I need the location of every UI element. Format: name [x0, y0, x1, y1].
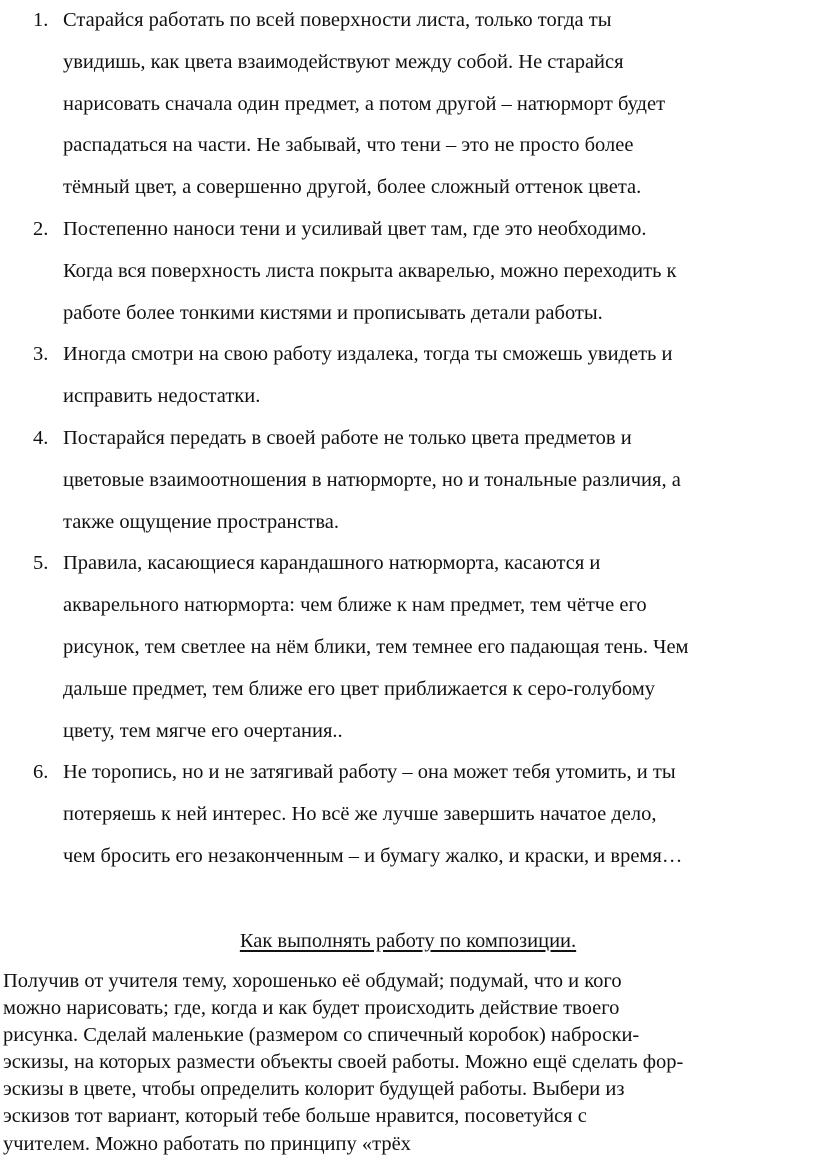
rule-line: Когда вся поверхность листа покрыта акварелью, можно переходить к	[63, 259, 677, 282]
rule-line: дальше предмет, тем ближе его цвет приближается к серо-голубому	[63, 677, 655, 700]
rule-line: исправить недостатки.	[63, 385, 261, 408]
rule-line: Постепенно наноси тени и усиливай цвет там, где это необходимо.	[63, 217, 647, 240]
paragraph-line: эскизы в цвете, чтобы определить колорит будущей работы. Выбери из	[3, 1078, 625, 1101]
rule-item	[0, 209, 816, 334]
paragraph-line: можно нарисовать; где, когда и как будет происходить действие твоего	[3, 997, 620, 1020]
rule-line: цветовые взаимоотношения в натюрморте, но и тональные различия, а	[63, 468, 681, 491]
rule-line: чем бросить его незаконченным – и бумагу жалко, и краски, и время…	[63, 844, 683, 867]
rule-line: тёмный цвет, а совершенно другой, более сложный оттенок цвета.	[63, 176, 642, 199]
rule-item	[0, 752, 816, 877]
rule-number: 2.	[33, 217, 49, 240]
paragraph-line: эскизов тот вариант, который тебе больше нравится, посоветуйся с	[3, 1105, 587, 1128]
rule-line: потеряешь к ней интерес. Но всё же лучше завершить начатое дело,	[63, 803, 657, 826]
rule-number: 4.	[33, 426, 49, 449]
rule-line: Старайся работать по всей поверхности листа, только тогда ты	[63, 9, 612, 31]
rule-line: увидишь, как цвета взаимодействуют между собой. Не старайся	[63, 50, 624, 73]
rule-line: нарисовать сначала один предмет, а потом другой – натюрморт будет	[63, 92, 666, 115]
paragraph-line: рисунка. Сделай маленькие (размером со спичечный коробок) наброски-	[3, 1024, 640, 1047]
paragraph-line: Получив от учителя тему, хорошенько её обдумай; подумай, что и кого	[3, 970, 622, 992]
rule-line: акварельного натюрморта: чем ближе к нам предмет, тем чётче его	[63, 594, 647, 617]
rule-line: Не торопись, но и не затягивай работу – она может тебя утомить, и ты	[63, 761, 676, 784]
rule-number: 3.	[33, 343, 49, 366]
rule-line: распадаться на части. Не забывай, что тени – это не просто более	[63, 134, 634, 157]
section-title: Как выполнять работу по композиции.	[239, 930, 577, 952]
rule-item	[0, 0, 816, 209]
rule-number: 6.	[33, 761, 49, 784]
rule-item	[0, 418, 816, 543]
rule-number: 1.	[33, 9, 49, 31]
rule-number: 5.	[33, 552, 49, 575]
rule-line: Правила, касающиеся карандашного натюрморта, касаются и	[63, 552, 601, 575]
rule-line: Иногда смотри на свою работу издалека, тогда ты сможешь увидеть и	[63, 343, 673, 366]
paragraph-line: учителем. Можно работать по принципу «трёх	[3, 1132, 411, 1155]
rule-item	[0, 543, 816, 752]
rule-line: рисунок, тем светлее на нём блики, тем темнее его падающая тень. Чем	[63, 635, 689, 658]
rule-line: также ощущение пространства.	[63, 510, 340, 533]
rule-line: цвету, тем мягче его очертания..	[63, 719, 343, 742]
rule-line: Постарайся передать в своей работе не только цвета предметов и	[63, 426, 632, 449]
rule-line: работе более тонкими кистями и прописывать детали работы.	[63, 301, 603, 324]
composition-paragraph	[3, 968, 815, 1158]
rule-item	[0, 334, 816, 418]
paragraph-line: эскизы, на которых размести объекты своей работы. Можно ещё сделать фор-	[3, 1051, 684, 1074]
